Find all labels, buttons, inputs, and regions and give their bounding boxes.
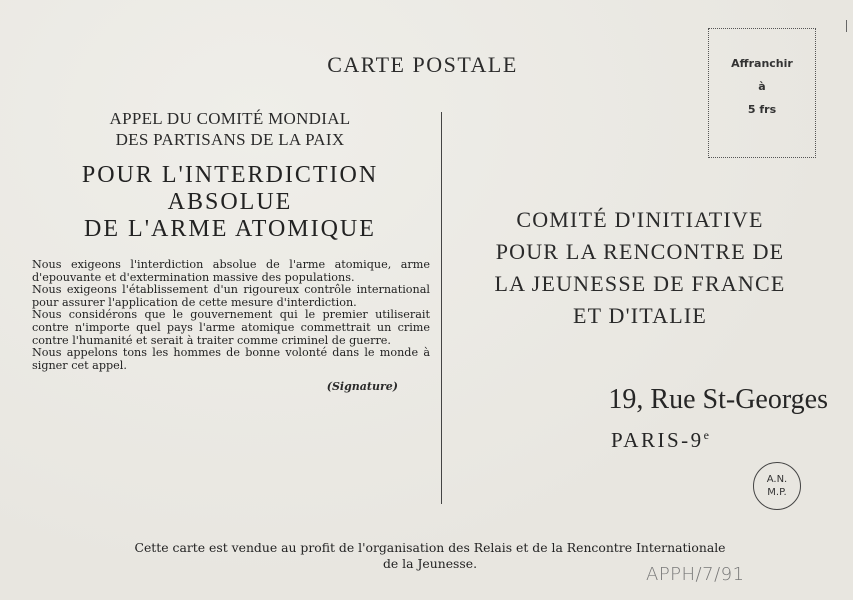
appeal-column bbox=[30, 108, 430, 393]
seal-line-1: A.N. bbox=[766, 474, 788, 485]
seal-line-2: M.P. bbox=[767, 487, 787, 498]
appeal-heading bbox=[30, 162, 430, 243]
center-divider bbox=[441, 112, 442, 504]
addressee-block bbox=[452, 204, 828, 332]
heading-line-2: ABSOLUE bbox=[167, 189, 293, 215]
card-title: CARTE POSTALE bbox=[327, 52, 518, 77]
city-arrondissement-suffix: e bbox=[703, 428, 709, 442]
appeal-line-1: APPEL DU COMITÉ MONDIAL bbox=[109, 109, 351, 128]
addressee-line-3: LA JEUNESSE DE FRANCE bbox=[494, 271, 786, 296]
addressee-line-2: POUR LA RENCONTRE DE bbox=[495, 239, 785, 264]
stamp-line-2: à bbox=[758, 80, 766, 93]
city bbox=[560, 428, 760, 453]
stamp-line-3: 5 frs bbox=[747, 103, 777, 116]
archive-seal bbox=[753, 462, 801, 510]
heading-line-3: DE L'ARME ATOMIQUE bbox=[84, 216, 376, 242]
heading-line-1: POUR L'INTERDICTION bbox=[81, 162, 379, 188]
appeal-header bbox=[30, 108, 430, 150]
footer-line-2: de la Jeunesse. bbox=[382, 556, 478, 571]
addressee-line-1: COMITÉ D'INITIATIVE bbox=[516, 207, 764, 232]
stamp-box bbox=[708, 28, 816, 158]
archive-number: APPH/7/91 bbox=[646, 564, 745, 585]
footer-line-1: Cette carte est vendue au profit de l'organisation des Relais et de la Rencontre Internationale bbox=[134, 540, 726, 555]
appeal-body bbox=[30, 259, 430, 372]
appeal-paragraph-1: Nous exigeons l'interdiction absolue de l'arme atomique, arme d'epouvante et d'extermination massive des populations. bbox=[32, 258, 430, 284]
street-address: 19, Rue St-Georges bbox=[608, 384, 828, 415]
appeal-paragraph-3: Nous considérons que le gouvernement qui le premier utiliserait contre n'importe quel pays l'arme atomique commettrait un crime contre l'humanité et serait à traiter comme criminel de guerre. bbox=[32, 308, 430, 347]
appeal-paragraph-4: Nous appelons tons les hommes de bonne volonté dans le monde à signer cet appel. bbox=[32, 346, 430, 372]
appeal-line-2: DES PARTISANS DE LA PAIX bbox=[115, 130, 345, 149]
stamp-line-1: Affranchir bbox=[731, 57, 793, 70]
addressee-line-4: ET D'ITALIE bbox=[572, 303, 708, 328]
appeal-paragraph-2: Nous exigeons l'établissement d'un rigoureux contrôle international pour assurer l'application de cette mesure d'interdiction. bbox=[32, 283, 430, 309]
signature-label: (Signature) bbox=[326, 380, 398, 394]
edge-mark bbox=[846, 20, 847, 32]
city-name: PARIS-9 bbox=[611, 428, 704, 452]
